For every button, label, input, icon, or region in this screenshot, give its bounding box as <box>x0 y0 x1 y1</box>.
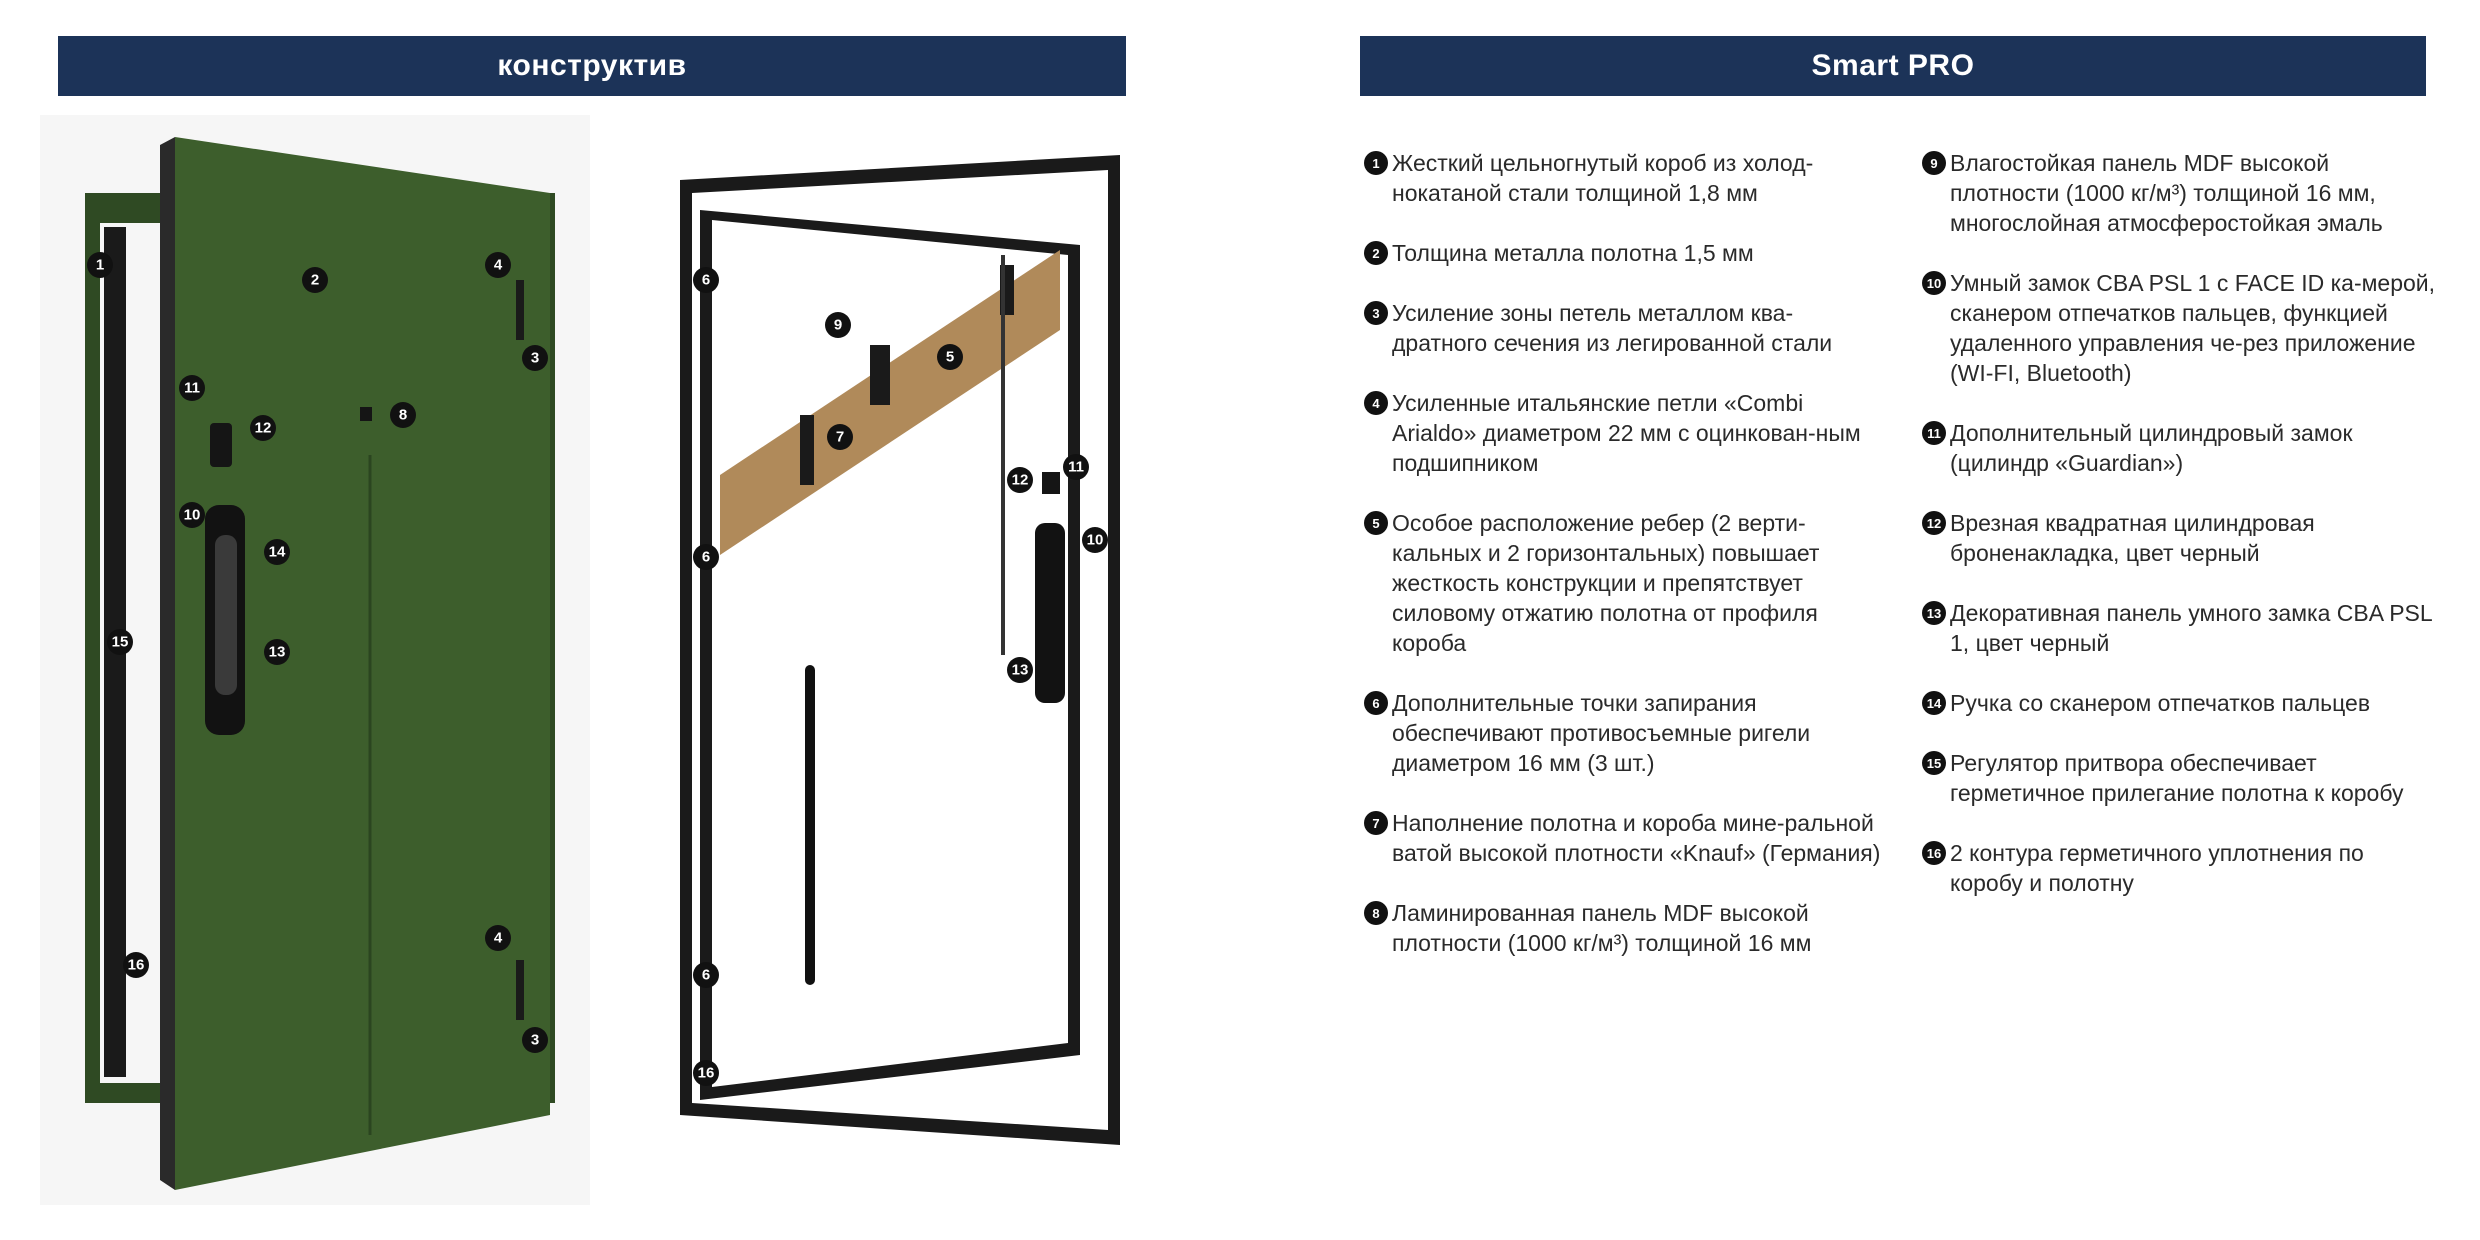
feature-number: 10 <box>1922 271 1946 295</box>
feature-7 <box>1364 808 1884 868</box>
svg-text:14: 14 <box>268 543 286 561</box>
smart-lock-inside <box>1035 523 1065 703</box>
feature-text: Дополнительные точки запирания обеспечивают противосъемные ригели диаметром 16 мм (3 шт.) <box>1392 690 1811 776</box>
feature-number: 1 <box>1364 151 1388 175</box>
header-smart-pro: Smart PRO <box>1360 36 2426 96</box>
features-column-1 <box>1364 148 1884 988</box>
header-konstruktiv: конструктив <box>58 36 1126 96</box>
feature-number: 3 <box>1364 301 1388 325</box>
feature-12 <box>1922 508 2442 568</box>
callout-4 <box>485 252 511 278</box>
svg-text:15: 15 <box>111 633 129 651</box>
feature-text: Ламинированная панель MDF высокой плотности (1000 кг/м³) толщиной 16 мм <box>1392 900 1812 956</box>
svg-text:11: 11 <box>1068 458 1084 476</box>
svg-text:6: 6 <box>701 271 711 289</box>
feature-9 <box>1922 148 2442 238</box>
feature-14 <box>1922 688 2442 718</box>
callout-8 <box>390 402 416 428</box>
feature-text: Усиленные итальянские петли «Combi Arialdo» диаметром 22 мм с оцинкован-ным подшипником <box>1392 390 1861 476</box>
callout-16 <box>123 952 149 978</box>
hinge-bottom <box>516 960 524 1020</box>
feature-1 <box>1364 148 1884 208</box>
callout-r7 <box>827 424 853 450</box>
callout-11 <box>179 375 205 401</box>
svg-text:5: 5 <box>945 348 955 366</box>
svg-text:7: 7 <box>835 428 845 446</box>
callout-4b <box>485 925 511 951</box>
feature-number: 12 <box>1922 511 1946 535</box>
feature-16 <box>1922 838 2442 898</box>
feature-text: Умный замок CBA PSL 1 с FACE ID ка-мерой, сканером отпечатков пальцев, функцией удаленного управления че-рез приложение (WI-FI, Bluetooth) <box>1950 270 2436 386</box>
feature-13 <box>1922 598 2442 658</box>
svg-text:9: 9 <box>833 316 843 334</box>
feature-number: 4 <box>1364 391 1388 415</box>
svg-text:6: 6 <box>701 548 711 566</box>
callout-r6b <box>693 544 719 570</box>
callout-r5 <box>937 344 963 370</box>
hinge-top <box>516 280 524 340</box>
feature-2 <box>1364 238 1884 268</box>
feature-text: Ручка со сканером отпечатков пальцев <box>1950 690 2371 716</box>
feature-number: 7 <box>1364 811 1388 835</box>
callout-13 <box>264 639 290 665</box>
door-front-image <box>40 115 590 1205</box>
feature-text: Толщина металла полотна 1,5 мм <box>1392 240 1754 266</box>
feature-number: 6 <box>1364 691 1388 715</box>
feature-number: 15 <box>1922 751 1946 775</box>
svg-text:13: 13 <box>1011 661 1029 679</box>
svg-text:16: 16 <box>697 1064 715 1082</box>
feature-text: Врезная квадратная цилиндровая броненакладка, цвет черный <box>1950 510 2315 566</box>
feature-text: Регулятор притвора обеспечивает герметичное прилегание полотна к коробу <box>1950 750 2404 806</box>
svg-text:10: 10 <box>183 506 201 524</box>
feature-number: 5 <box>1364 511 1388 535</box>
callout-15 <box>107 629 133 655</box>
svg-text:4: 4 <box>493 256 503 274</box>
svg-text:2: 2 <box>310 271 320 289</box>
feature-11 <box>1922 418 2442 478</box>
callout-1 <box>87 252 113 278</box>
feature-3 <box>1364 298 1884 358</box>
callout-r16 <box>693 1060 719 1086</box>
feature-text: Дополнительный цилиндровый замок (цилиндр «Guardian») <box>1950 420 2353 476</box>
callout-r12 <box>1007 467 1033 493</box>
callout-r10 <box>1082 527 1108 553</box>
cylinder-inside <box>1042 472 1060 494</box>
callout-2 <box>302 267 328 293</box>
svg-text:1: 1 <box>95 256 105 274</box>
svg-text:6: 6 <box>701 966 711 984</box>
svg-text:10: 10 <box>1086 531 1104 549</box>
feature-number: 9 <box>1922 151 1946 175</box>
svg-text:3: 3 <box>530 1031 540 1049</box>
callout-10 <box>179 502 205 528</box>
callout-3 <box>522 345 548 371</box>
feature-15 <box>1922 748 2442 808</box>
feature-5 <box>1364 508 1884 658</box>
callout-r11 <box>1063 454 1089 480</box>
feature-6 <box>1364 688 1884 778</box>
cylinder-lock <box>210 423 232 467</box>
svg-text:4: 4 <box>493 929 503 947</box>
feature-number: 2 <box>1364 241 1388 265</box>
svg-text:3: 3 <box>530 349 540 367</box>
feature-number: 11 <box>1922 421 1946 445</box>
svg-text:8: 8 <box>398 406 408 424</box>
feature-10 <box>1922 268 2442 388</box>
feature-text: Усиление зоны петель металлом ква-дратного сечения из легированной стали <box>1392 300 1833 356</box>
feature-number: 8 <box>1364 901 1388 925</box>
feature-text: 2 контура герметичного уплотнения по коробу и полотну <box>1950 840 2364 896</box>
svg-text:11: 11 <box>184 379 200 397</box>
svg-text:16: 16 <box>127 956 145 974</box>
door-inside-image <box>640 115 1150 1205</box>
callout-14 <box>264 539 290 565</box>
svg-text:12: 12 <box>254 419 272 437</box>
feature-text: Декоративная панель умного замка CBA PSL 1, цвет черный <box>1950 600 2432 656</box>
feature-text: Наполнение полотна и короба мине-ральной ватой высокой плотности «Knauf» (Германия) <box>1392 810 1881 866</box>
callout-r6c <box>693 962 719 988</box>
features-column-2 <box>1922 148 2442 928</box>
callout-r9 <box>825 312 851 338</box>
feature-number: 14 <box>1922 691 1946 715</box>
callout-r6a <box>693 267 719 293</box>
feature-text: Особое расположение ребер (2 верти-кальных и 2 горизонтальных) повышает жесткость конструкции и препятствует силовому отжатию полотна от профиля короба <box>1392 510 1820 656</box>
svg-text:13: 13 <box>268 643 286 661</box>
callout-r13 <box>1007 657 1033 683</box>
peephole <box>360 407 372 421</box>
callout-12 <box>250 415 276 441</box>
feature-8 <box>1364 898 1884 958</box>
callout-3b <box>522 1027 548 1053</box>
feature-text: Влагостойкая панель MDF высокой плотности (1000 кг/м³) толщиной 16 мм, многослойная атмосферостойкая эмаль <box>1950 150 2383 236</box>
feature-number: 16 <box>1922 841 1946 865</box>
svg-text:12: 12 <box>1011 471 1029 489</box>
feature-4 <box>1364 388 1884 478</box>
feature-number: 13 <box>1922 601 1946 625</box>
feature-text: Жесткий цельногнутый короб из холод-нокатаной стали толщиной 1,8 мм <box>1392 150 1814 206</box>
handle-rail <box>805 665 815 985</box>
